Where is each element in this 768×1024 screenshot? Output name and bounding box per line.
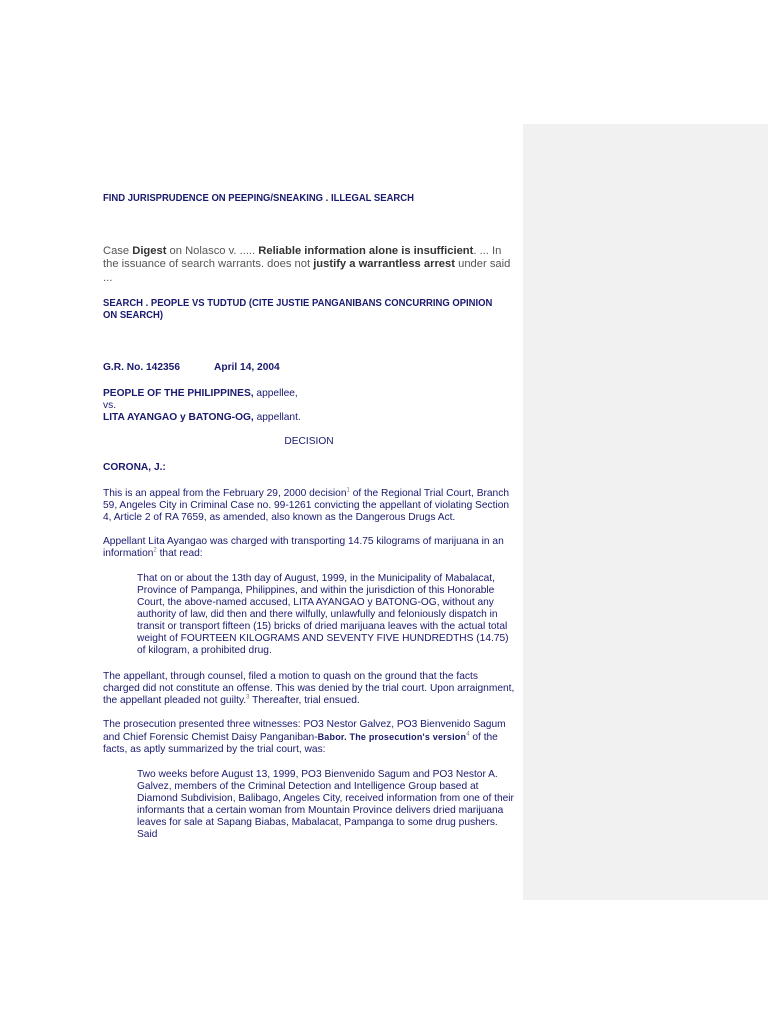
digest-text-2: on Nolasco v. ..... [166, 245, 259, 257]
case-reference [103, 362, 515, 374]
paragraph-prosecution-text-cont: of the facts, as aptly summarized by the trial court, was: [103, 732, 498, 755]
heading-find-jurisprudence: FIND JURISPRUDENCE ON PEEPING/SNEAKING . ILLEGAL SEARCH [103, 193, 414, 204]
digest-bold-3: justify a warrantless arrest [313, 258, 455, 271]
footnote-ref-2[interactable]: 2 [153, 547, 157, 554]
comment-margin-panel [523, 124, 768, 900]
case-date: April 14, 2004 [214, 362, 280, 373]
digest-bold-2: Reliable information alone is insufficient [258, 245, 474, 257]
paragraph-motion-text: The appellant, through counsel, filed a motion to quash on the ground that the facts charged did not constitute an offense. This was denied by the trial court. Upon arraignment, the appellant pleaded not guilty. [103, 671, 515, 706]
digest-text-4: under said ... [103, 258, 511, 284]
case-number: G.R. No. 142356 [103, 362, 181, 373]
paragraph-prosecution-text: The prosecution presented three witnesses: PO3 Nestor Galvez, PO3 Bienvenido Sagum and Chief Forensic Chemist Daisy Panganiban- [103, 719, 506, 743]
digest-text-3: . ... In the issuance of search warrants. does not [103, 245, 502, 271]
party-role-appellee: appellee, [253, 388, 298, 399]
ponente-name: CORONA, J.: [103, 462, 166, 473]
quoted-information: That on or about the 13th day of August, 1999, in the Municipality of Mabalacat, Province of Pampanga, Philippines, and within the jurisdiction of this Honorable Court, the above-named accused, LITA AYANGAO y BATONG-OG, without any authority of law, did then and there wilfully, unlawfully and feloniously dispatch in transit or transport fifteen (15) bricks of dried marijuana leaves with the actual total weight of FOURTEEN KILOGRAMS AND SEVENTY FIVE HUNDREDTHS (14.75) of kilogram, a prohibited drug. [137, 573, 509, 656]
party-people: PEOPLE OF THE PHILIPPINES, [103, 388, 254, 399]
paragraph-motion-text-cont: Thereafter, trial ensued. [249, 695, 360, 706]
paragraph-charge-text-cont: that read: [156, 548, 203, 559]
paragraph-appeal-text: This is an appeal from the February 29, 2000 decision [103, 488, 347, 499]
versus-label: vs. [103, 400, 117, 411]
heading-search-tudtud: SEARCH . PEOPLE VS TUDTUD (CITE JUSTIE PANGANIBANS CONCURRING OPINION ON SEARCH) [103, 298, 493, 321]
paragraph-motion-to-quash [103, 671, 515, 707]
footnote-ref-3[interactable]: 3 [246, 694, 250, 701]
paragraph-prosecution-bold: Babor. The prosecution's version [317, 732, 467, 742]
footnote-ref-1[interactable]: 1 [346, 487, 350, 494]
party-appellant: LITA AYANGAO y BATONG-OG, [103, 412, 254, 423]
paragraph-prosecution [103, 719, 515, 756]
quoted-facts-summary: Two weeks before August 13, 1999, PO3 Bienvenido Sagum and PO3 Nestor A. Galvez, members of the Criminal Detection and Intelligence Group based at Diamond Subdivision, Balibago, Angeles City, received information from one of their informants that a certain woman from Mountain Province delivers dried marijuana leaves for sale at Sapang Biabas, Mabalacat, Pampanga to some drug pushers. Said [137, 769, 514, 840]
paragraph-appeal [103, 488, 515, 524]
paragraph-appeal-text-cont: of the Regional Trial Court, Branch 59, Angeles City in Criminal Case no. 99-1261 convicting the appellant of violating Section 4, Article 2 of RA 7659, as amended, also known as the Dangerous Drugs Act. [103, 488, 510, 523]
digest-bold-1: Digest [132, 245, 167, 257]
footnote-ref-4[interactable]: 4 [466, 731, 470, 738]
decision-title: DECISION [284, 436, 334, 447]
case-digest-snippet [103, 245, 515, 285]
digest-text-1: Case [103, 245, 133, 257]
paragraph-charge [103, 536, 515, 560]
case-parties [103, 388, 515, 424]
party-role-appellant: appellant. [253, 412, 301, 423]
paragraph-charge-text: Appellant Lita Ayangao was charged with transporting 14.75 kilograms of marijuana in an information [103, 536, 504, 559]
